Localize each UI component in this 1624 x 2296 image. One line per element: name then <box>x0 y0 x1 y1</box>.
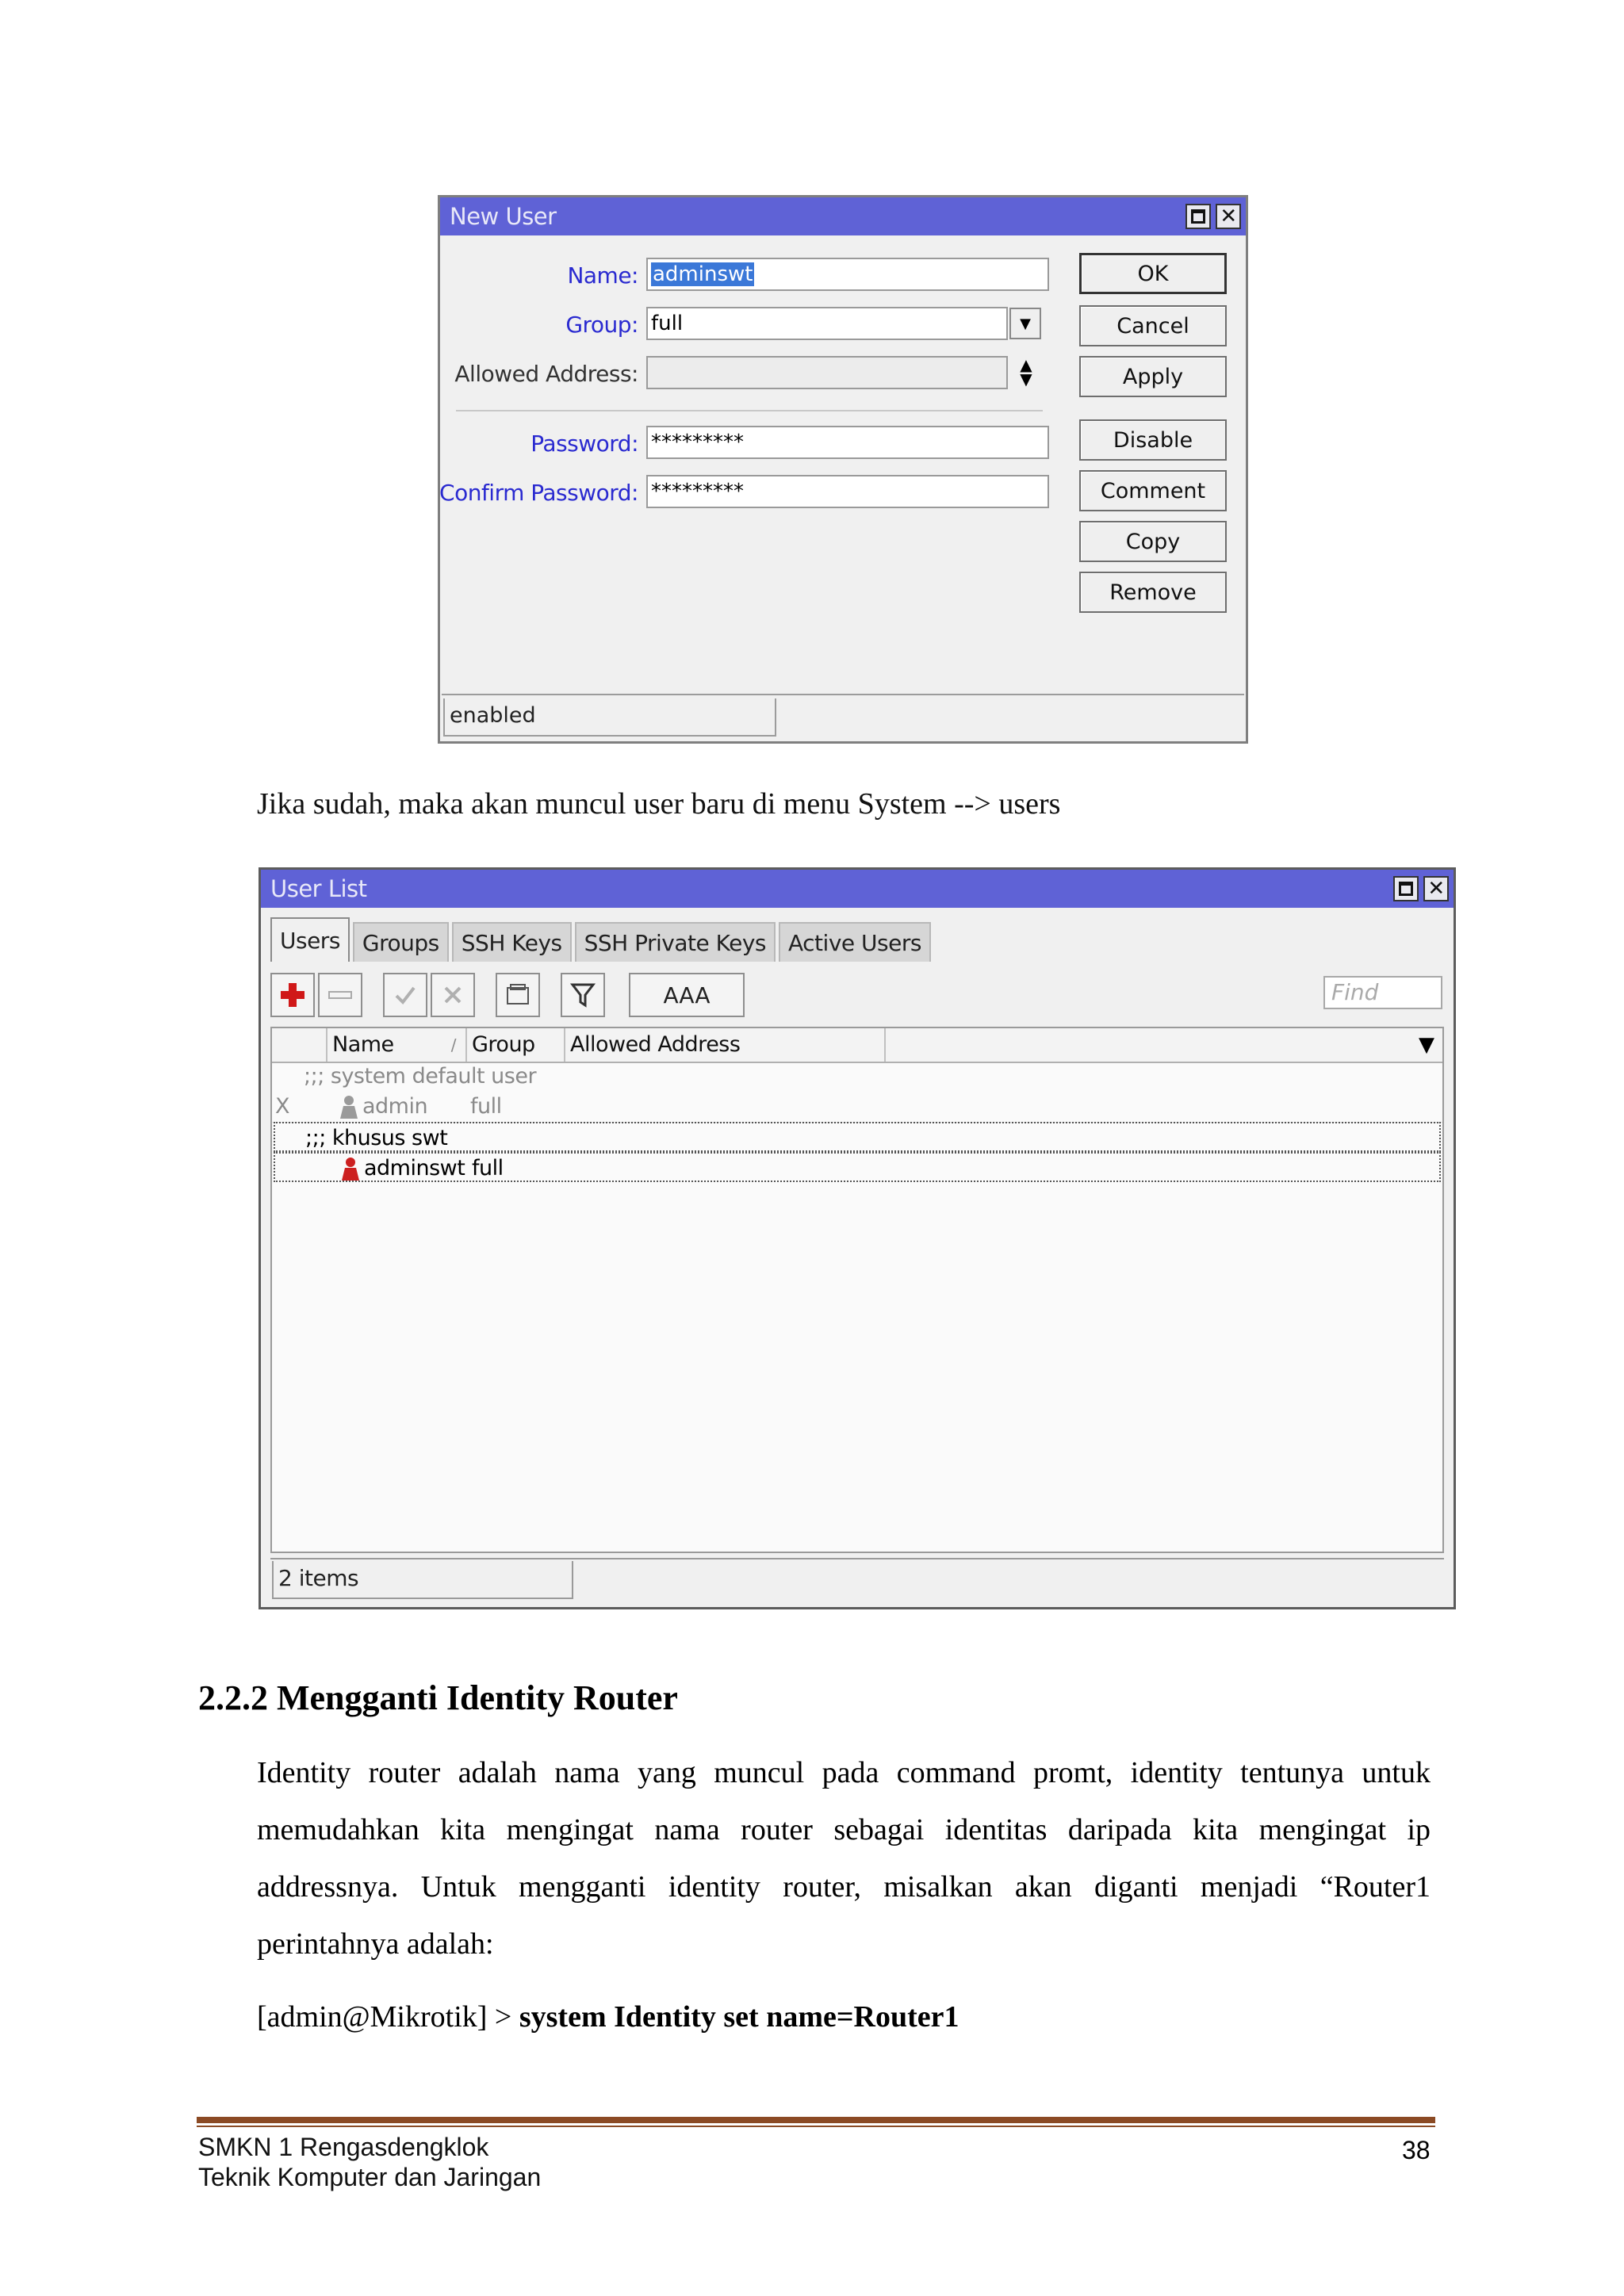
check-icon <box>392 982 419 1008</box>
close-icon[interactable]: ✕ <box>1216 204 1241 229</box>
confirm-password-field[interactable] <box>646 475 1049 508</box>
section-paragraph: Identity router adalah nama yang muncul pada command promt, identity tentunya untuk memudahkan kita mengingat nama router sebagai identitas daripada kita mengingat ip addressnya. Untuk mengganti identity router, misalkan akan diganti menjadi “Router1 perintahnya adalah: <box>257 1756 1431 1961</box>
group-dropdown-icon[interactable]: ▼ <box>1009 308 1041 339</box>
row-comment: ;;; system default user <box>304 1064 537 1089</box>
disable-button[interactable] <box>431 973 475 1017</box>
divider <box>456 410 1043 411</box>
comment-icon <box>504 982 531 1008</box>
new-user-dialog <box>438 195 1248 744</box>
x-icon <box>439 982 466 1008</box>
footer-school: SMKN 1 Rengasdengklok <box>198 2133 489 2161</box>
column-header-group[interactable]: Group <box>465 1028 564 1062</box>
group-label: Group: <box>565 312 638 338</box>
column-menu-icon[interactable]: ▼ <box>1419 1033 1434 1057</box>
column-header-allowed-address[interactable]: Allowed Address <box>564 1028 884 1062</box>
remove-button[interactable]: Remove <box>1079 572 1227 613</box>
table-header <box>272 1028 1442 1063</box>
page-number: 38 <box>1402 2136 1431 2164</box>
command-text: system Identity set name=Router1 <box>519 2000 959 2034</box>
group-select[interactable] <box>646 307 1008 340</box>
user-icon <box>340 1157 361 1187</box>
add-button[interactable] <box>270 973 315 1017</box>
tab-ssh-keys[interactable]: SSH Keys <box>452 922 572 962</box>
tab-ssh-private-keys[interactable]: SSH Private Keys <box>575 922 776 962</box>
row-flag: X <box>275 1094 289 1119</box>
up-down-arrows-icon[interactable]: ▲ ▼ <box>1020 355 1032 388</box>
password-field[interactable] <box>646 426 1049 459</box>
status-divider <box>270 1558 1444 1559</box>
table-row[interactable] <box>272 1092 1442 1123</box>
user-icon <box>339 1095 359 1125</box>
confirm-password-label: Confirm Password: <box>439 480 638 506</box>
maximize-icon[interactable] <box>1185 204 1211 229</box>
footer-department: Teknik Komputer dan Jaringan <box>198 2163 542 2191</box>
status-bar: 2 items <box>272 1561 573 1599</box>
apply-button[interactable]: Apply <box>1079 356 1227 397</box>
row-name: admin <box>362 1094 428 1119</box>
plus-icon <box>279 982 306 1008</box>
find-input[interactable]: Find <box>1323 976 1442 1009</box>
allowed-address-label: Allowed Address: <box>454 361 638 387</box>
command-prompt: [admin@Mikrotik] > <box>257 2000 519 2034</box>
dialog-titlebar <box>440 197 1246 235</box>
row-comment: ;;; khusus swt <box>305 1126 448 1150</box>
footer-rule <box>197 2117 1435 2123</box>
dialog-titlebar <box>261 870 1454 908</box>
caption: Jika sudah, maka akan muncul user baru di menu System --> users <box>257 787 1061 821</box>
group-value: full <box>651 312 684 335</box>
password-value: ********* <box>651 430 744 454</box>
dialog-title: New User <box>450 203 557 230</box>
dialog-title: User List <box>270 875 367 902</box>
minus-icon <box>327 982 354 1008</box>
row-group: full <box>470 1094 502 1119</box>
close-icon[interactable]: ✕ <box>1423 876 1449 901</box>
copy-button[interactable]: Copy <box>1079 521 1227 562</box>
status-divider <box>442 694 1244 695</box>
aaa-button[interactable]: AAA <box>629 973 745 1017</box>
tab-users[interactable]: Users <box>270 917 350 962</box>
comment-row[interactable] <box>274 1122 1441 1152</box>
remove-button[interactable] <box>318 973 362 1017</box>
column-header-empty <box>884 1028 1406 1062</box>
column-header-name[interactable]: Name / <box>326 1028 465 1062</box>
comment-button[interactable]: Comment <box>1079 470 1227 511</box>
comment-row[interactable] <box>272 1062 1442 1092</box>
user-list-dialog <box>259 867 1456 1609</box>
name-field[interactable] <box>646 258 1049 291</box>
filter-icon <box>569 982 596 1008</box>
tab-groups[interactable]: Groups <box>353 922 449 962</box>
section-heading: 2.2.2 Mengganti Identity Router <box>198 1678 678 1717</box>
confirm-password-value: ********* <box>651 480 744 503</box>
password-label: Password: <box>530 430 638 457</box>
user-table <box>270 1027 1444 1553</box>
row-name: adminswt <box>364 1156 465 1181</box>
status-bar: enabled <box>443 698 776 737</box>
footer-rule <box>197 2126 1435 2127</box>
maximize-icon[interactable] <box>1393 876 1419 901</box>
comment-button[interactable] <box>496 973 540 1017</box>
filter-button[interactable] <box>561 973 605 1017</box>
allowed-address-field[interactable] <box>646 356 1008 389</box>
ok-button[interactable]: OK <box>1079 253 1227 294</box>
table-row[interactable] <box>274 1152 1441 1182</box>
tab-active-users[interactable]: Active Users <box>779 922 931 962</box>
row-group: full <box>472 1156 504 1181</box>
command-line <box>257 1999 959 2034</box>
enable-button[interactable] <box>383 973 427 1017</box>
name-value: adminswt <box>653 262 753 286</box>
name-label: Name: <box>567 262 638 289</box>
disable-button[interactable]: Disable <box>1079 419 1227 461</box>
cancel-button[interactable]: Cancel <box>1079 305 1227 346</box>
tab-bar <box>270 922 931 962</box>
